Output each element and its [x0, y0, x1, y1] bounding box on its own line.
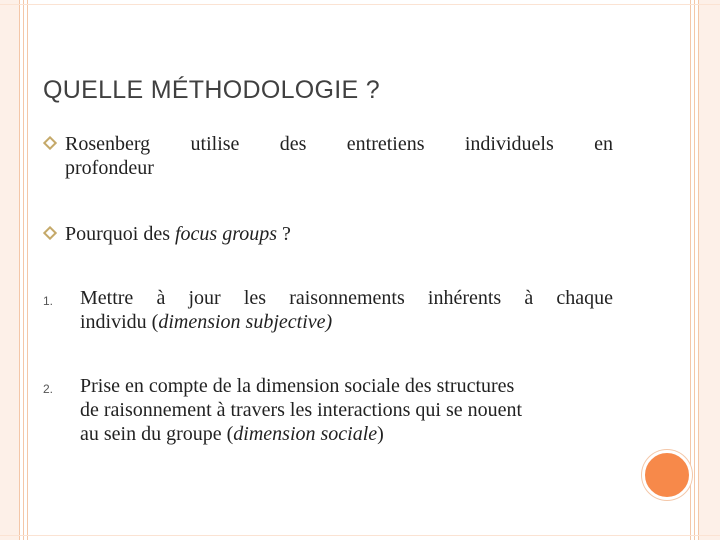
right-border-band: [699, 0, 720, 540]
numbered-line: Prise en compte de la dimension sociale des structures: [80, 375, 515, 397]
slide-title: QUELLE MÉTHODOLOGIE ?: [43, 76, 380, 104]
numbered-text: [80, 286, 613, 334]
frame-line: [0, 4, 720, 5]
bullet-text: [65, 132, 613, 180]
diamond-bullet-icon: [43, 226, 57, 240]
numbered-text-plain: au sein du groupe (: [80, 423, 234, 445]
bullet-line: profondeur: [65, 157, 154, 179]
bullet-item: [43, 132, 613, 184]
numbered-line: Mettre à jour les raisonnements inhérents à chaque: [80, 287, 613, 309]
frame-line: [27, 0, 28, 540]
frame-line: [694, 0, 695, 540]
bullet-line: Rosenberg utilise des entretiens individuels en: [65, 133, 613, 155]
list-number: 2.: [43, 382, 54, 396]
frame-line: [23, 0, 24, 540]
bullet-item: [43, 222, 613, 248]
numbered-text-plain: individu (: [80, 311, 159, 333]
frame-line: [19, 0, 20, 540]
list-number: 1.: [43, 294, 54, 308]
numbered-text-plain: ): [377, 423, 384, 445]
numbered-item: [43, 374, 613, 450]
frame-line: [698, 0, 699, 540]
numbered-text-italic: dimension subjective): [158, 311, 333, 333]
diamond-bullet-icon: [43, 136, 57, 150]
frame-line: [0, 535, 720, 536]
frame-line: [690, 0, 691, 540]
numbered-text: [80, 374, 613, 446]
numbered-line: de raisonnement à travers les interactions qui se nouent: [80, 399, 523, 421]
bullet-text: [65, 222, 613, 246]
bullet-text-plain: Pourquoi des: [65, 223, 175, 245]
numbered-line: [80, 422, 613, 446]
numbered-line: [80, 310, 613, 334]
bullet-text-italic: focus groups: [175, 223, 278, 245]
numbered-text-italic: dimension sociale: [233, 423, 378, 445]
accent-circle-icon: [642, 450, 692, 500]
left-border-band: [0, 0, 19, 540]
bullet-text-plain: ?: [277, 223, 291, 245]
numbered-item: [43, 286, 613, 338]
